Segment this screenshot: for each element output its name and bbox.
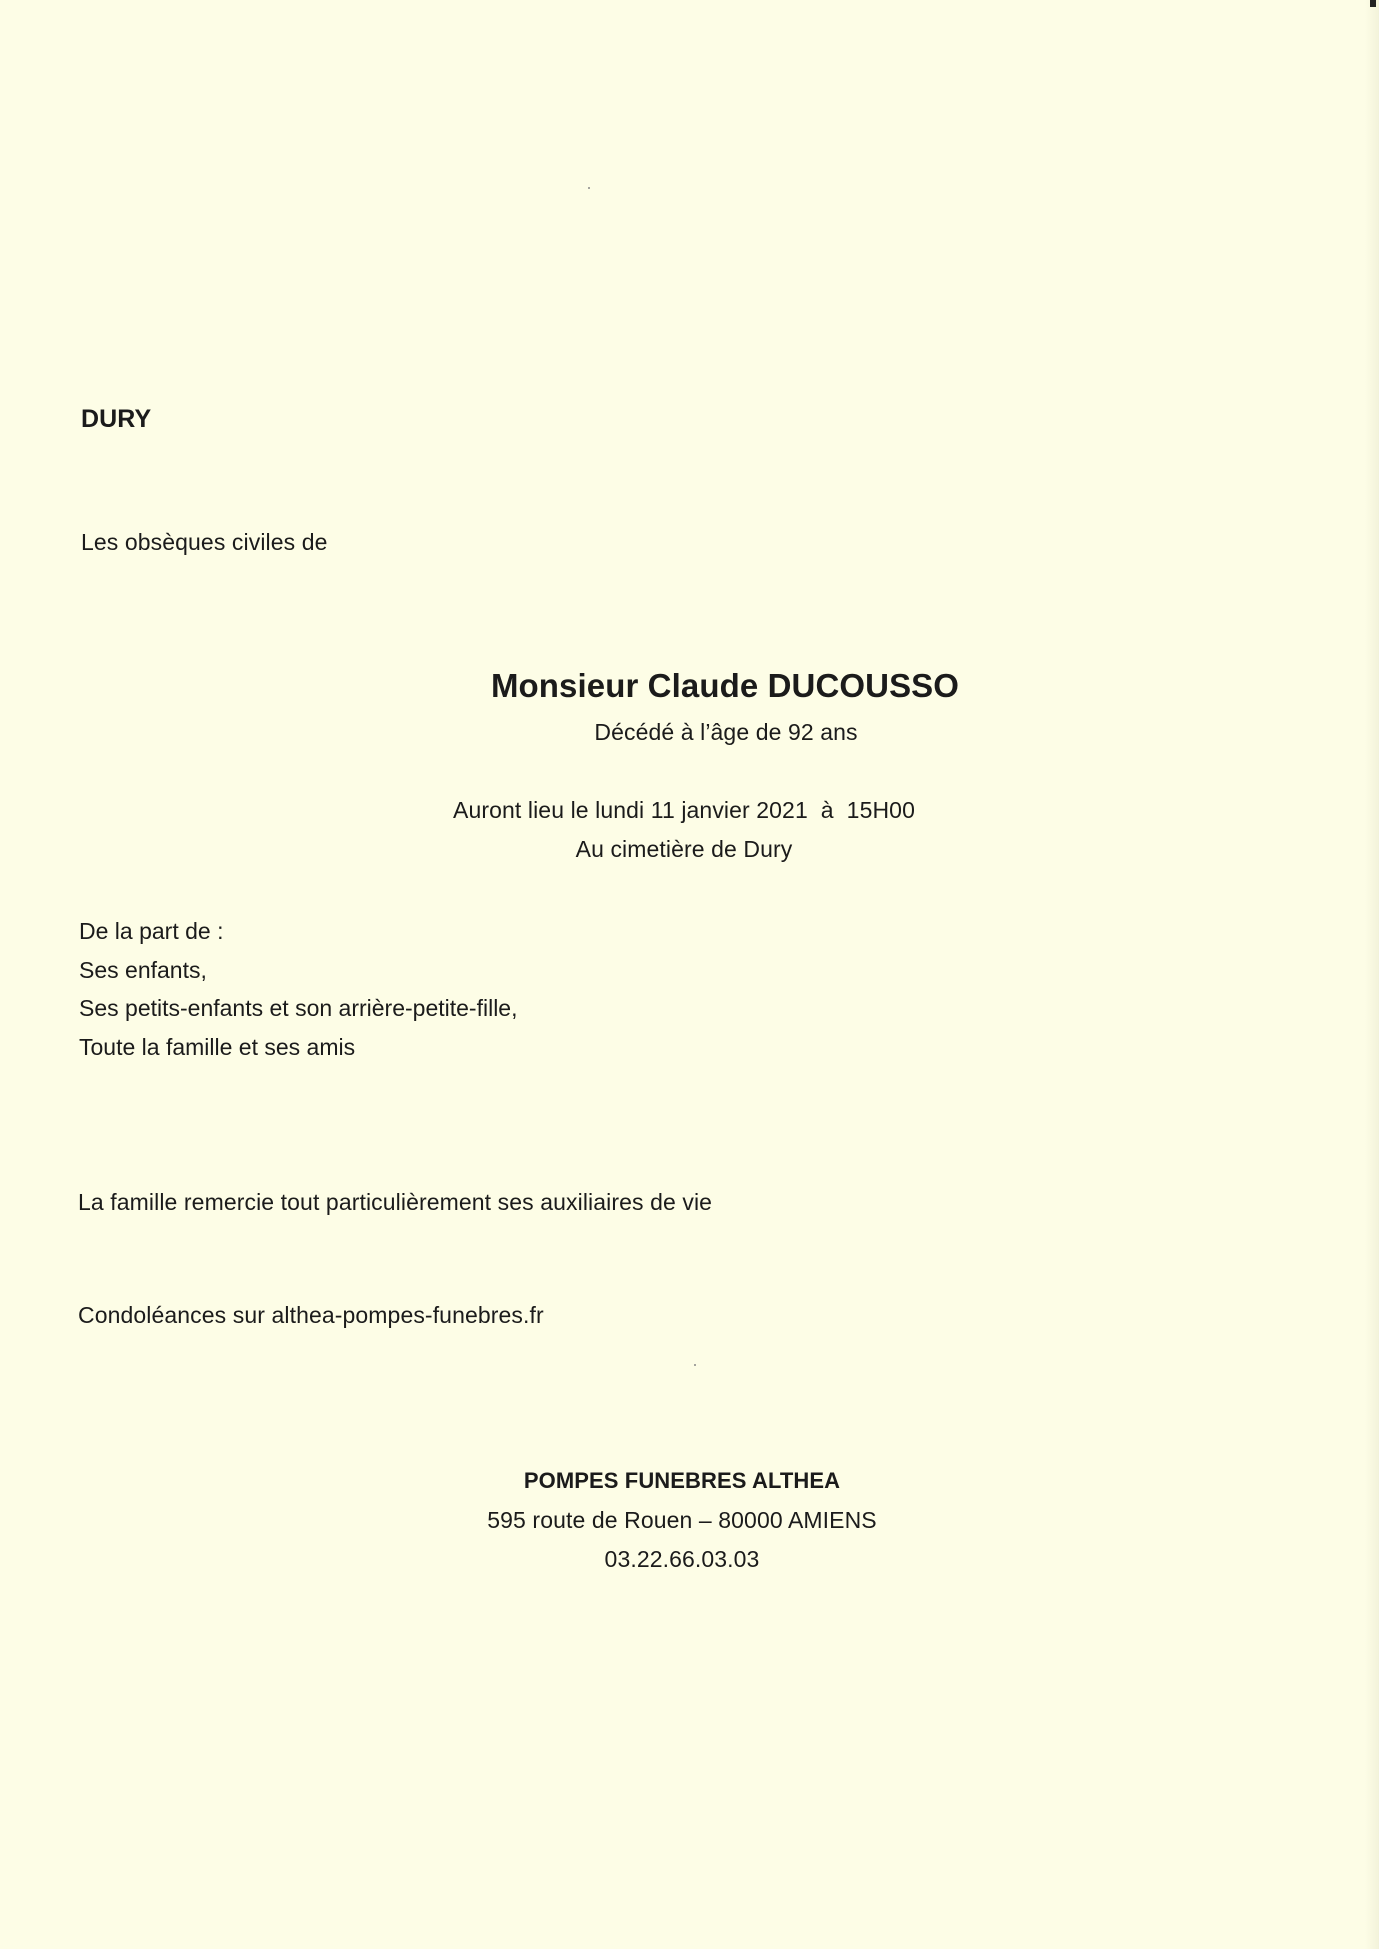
family-line: Toute la famille et ses amis <box>79 1034 356 1061</box>
condolences-text: Condoléances sur althea-pompes-funebres.fr <box>78 1302 544 1328</box>
town-heading: DURY <box>81 405 152 433</box>
scan-speck <box>588 187 590 189</box>
ceremony-location: Au cimetière de Dury <box>575 836 793 862</box>
family-line: Ses petits-enfants et son arrière-petite-fille, <box>79 995 518 1022</box>
scan-speck <box>694 1364 696 1366</box>
thanks-text: La famille remercie tout particulièrement ses auxiliaires de vie <box>78 1189 713 1215</box>
family-list <box>79 912 517 1067</box>
funeral-home-name: POMPES FUNEBRES ALTHEA <box>523 1468 841 1493</box>
family-line: Ses enfants, <box>79 956 207 983</box>
deceased-name: Monsieur Claude DUCOUSSO <box>490 667 960 704</box>
ceremony-date-time: Auront lieu le lundi 11 janvier 2021 à 15H00 <box>453 797 915 823</box>
page-edge-shadow <box>1365 0 1379 1949</box>
funeral-home-phone: 03.22.66.03.03 <box>604 1546 760 1572</box>
intro-text: Les obsèques civiles de <box>81 529 328 555</box>
family-intro-line: De la part de : <box>79 918 224 944</box>
scan-corner-mark <box>1370 0 1376 7</box>
age-at-death: Décédé à l’âge de 92 ans <box>594 719 858 745</box>
funeral-home-address: 595 route de Rouen – 80000 AMIENS <box>487 1507 877 1533</box>
